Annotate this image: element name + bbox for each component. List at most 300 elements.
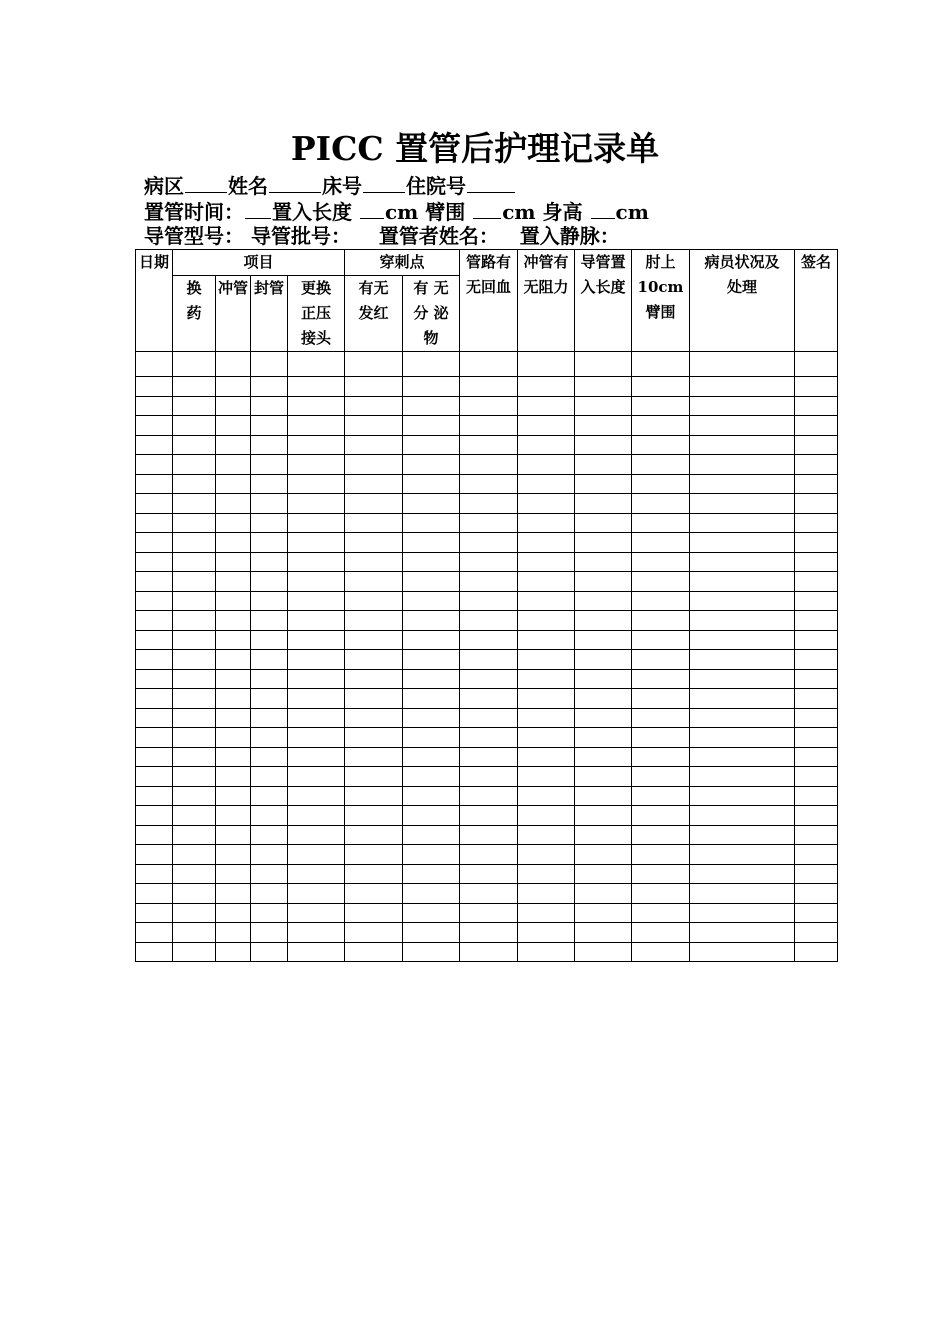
table-cell[interactable]	[173, 728, 216, 748]
table-cell[interactable]	[460, 786, 518, 806]
table-cell[interactable]	[403, 377, 460, 397]
table-cell[interactable]	[575, 396, 632, 416]
table-cell[interactable]	[460, 728, 518, 748]
table-cell[interactable]	[632, 825, 690, 845]
table-cell[interactable]	[345, 630, 403, 650]
table-cell[interactable]	[345, 864, 403, 884]
table-cell[interactable]	[575, 942, 632, 962]
table-cell[interactable]	[460, 611, 518, 631]
table-cell[interactable]	[345, 845, 403, 865]
table-cell[interactable]	[136, 533, 173, 553]
table-cell[interactable]	[345, 552, 403, 572]
table-cell[interactable]	[136, 513, 173, 533]
table-cell[interactable]	[136, 884, 173, 904]
table-cell[interactable]	[690, 689, 795, 709]
table-cell[interactable]	[690, 474, 795, 494]
table-cell[interactable]	[575, 864, 632, 884]
table-cell[interactable]	[345, 474, 403, 494]
table-cell[interactable]	[216, 786, 251, 806]
table-cell[interactable]	[173, 689, 216, 709]
table-cell[interactable]	[460, 864, 518, 884]
table-cell[interactable]	[632, 352, 690, 377]
admission-blank[interactable]	[467, 173, 515, 193]
table-cell[interactable]	[632, 767, 690, 787]
table-cell[interactable]	[575, 416, 632, 436]
table-cell[interactable]	[173, 650, 216, 670]
table-cell[interactable]	[575, 650, 632, 670]
table-cell[interactable]	[136, 352, 173, 377]
table-cell[interactable]	[251, 728, 288, 748]
table-cell[interactable]	[575, 513, 632, 533]
table-cell[interactable]	[690, 572, 795, 592]
table-cell[interactable]	[632, 942, 690, 962]
table-cell[interactable]	[795, 884, 838, 904]
table-cell[interactable]	[173, 396, 216, 416]
table-cell[interactable]	[690, 552, 795, 572]
table-cell[interactable]	[403, 435, 460, 455]
table-cell[interactable]	[251, 611, 288, 631]
table-cell[interactable]	[690, 650, 795, 670]
table-cell[interactable]	[632, 474, 690, 494]
table-cell[interactable]	[690, 942, 795, 962]
table-cell[interactable]	[288, 825, 345, 845]
table-cell[interactable]	[795, 689, 838, 709]
table-cell[interactable]	[216, 455, 251, 475]
table-cell[interactable]	[518, 630, 575, 650]
table-cell[interactable]	[632, 630, 690, 650]
table-cell[interactable]	[288, 377, 345, 397]
table-cell[interactable]	[575, 591, 632, 611]
table-cell[interactable]	[251, 455, 288, 475]
table-cell[interactable]	[575, 747, 632, 767]
table-cell[interactable]	[460, 923, 518, 943]
table-cell[interactable]	[288, 533, 345, 553]
table-cell[interactable]	[403, 747, 460, 767]
table-cell[interactable]	[136, 396, 173, 416]
table-cell[interactable]	[403, 474, 460, 494]
table-cell[interactable]	[632, 513, 690, 533]
table-cell[interactable]	[173, 767, 216, 787]
table-cell[interactable]	[575, 767, 632, 787]
table-cell[interactable]	[795, 630, 838, 650]
table-cell[interactable]	[345, 786, 403, 806]
table-cell[interactable]	[288, 942, 345, 962]
table-cell[interactable]	[460, 650, 518, 670]
table-cell[interactable]	[173, 903, 216, 923]
table-cell[interactable]	[795, 611, 838, 631]
arm-circ-blank[interactable]	[473, 199, 501, 219]
table-cell[interactable]	[460, 806, 518, 826]
table-cell[interactable]	[136, 650, 173, 670]
table-cell[interactable]	[173, 864, 216, 884]
table-cell[interactable]	[345, 513, 403, 533]
table-cell[interactable]	[403, 708, 460, 728]
table-cell[interactable]	[690, 923, 795, 943]
table-cell[interactable]	[403, 923, 460, 943]
table-cell[interactable]	[251, 591, 288, 611]
table-cell[interactable]	[690, 884, 795, 904]
table-cell[interactable]	[795, 533, 838, 553]
table-cell[interactable]	[403, 884, 460, 904]
table-cell[interactable]	[575, 884, 632, 904]
table-cell[interactable]	[403, 806, 460, 826]
table-cell[interactable]	[632, 669, 690, 689]
table-cell[interactable]	[136, 806, 173, 826]
table-cell[interactable]	[632, 552, 690, 572]
table-cell[interactable]	[575, 377, 632, 397]
table-cell[interactable]	[251, 689, 288, 709]
table-cell[interactable]	[690, 728, 795, 748]
table-cell[interactable]	[288, 884, 345, 904]
table-cell[interactable]	[518, 650, 575, 670]
table-cell[interactable]	[460, 416, 518, 436]
table-cell[interactable]	[632, 494, 690, 514]
table-cell[interactable]	[690, 455, 795, 475]
table-cell[interactable]	[216, 884, 251, 904]
table-cell[interactable]	[288, 513, 345, 533]
table-cell[interactable]	[136, 455, 173, 475]
table-cell[interactable]	[575, 611, 632, 631]
table-cell[interactable]	[345, 572, 403, 592]
table-cell[interactable]	[251, 352, 288, 377]
table-cell[interactable]	[795, 942, 838, 962]
table-cell[interactable]	[690, 416, 795, 436]
table-cell[interactable]	[288, 494, 345, 514]
table-cell[interactable]	[518, 435, 575, 455]
table-cell[interactable]	[345, 533, 403, 553]
table-cell[interactable]	[173, 455, 216, 475]
table-cell[interactable]	[632, 396, 690, 416]
table-cell[interactable]	[251, 669, 288, 689]
table-cell[interactable]	[216, 767, 251, 787]
table-cell[interactable]	[795, 864, 838, 884]
table-cell[interactable]	[632, 533, 690, 553]
table-cell[interactable]	[575, 494, 632, 514]
table-cell[interactable]	[632, 923, 690, 943]
table-cell[interactable]	[403, 845, 460, 865]
table-cell[interactable]	[345, 903, 403, 923]
table-cell[interactable]	[288, 396, 345, 416]
table-cell[interactable]	[216, 728, 251, 748]
table-cell[interactable]	[345, 416, 403, 436]
table-cell[interactable]	[216, 747, 251, 767]
table-cell[interactable]	[460, 533, 518, 553]
table-cell[interactable]	[575, 572, 632, 592]
table-cell[interactable]	[518, 396, 575, 416]
table-cell[interactable]	[216, 474, 251, 494]
table-cell[interactable]	[632, 611, 690, 631]
table-cell[interactable]	[403, 825, 460, 845]
table-cell[interactable]	[216, 513, 251, 533]
table-cell[interactable]	[288, 552, 345, 572]
table-cell[interactable]	[136, 377, 173, 397]
table-cell[interactable]	[690, 396, 795, 416]
table-cell[interactable]	[518, 611, 575, 631]
table-cell[interactable]	[518, 513, 575, 533]
table-cell[interactable]	[690, 708, 795, 728]
table-cell[interactable]	[575, 806, 632, 826]
table-cell[interactable]	[216, 416, 251, 436]
table-cell[interactable]	[518, 884, 575, 904]
table-cell[interactable]	[403, 864, 460, 884]
table-cell[interactable]	[345, 396, 403, 416]
table-cell[interactable]	[251, 377, 288, 397]
table-cell[interactable]	[795, 747, 838, 767]
table-cell[interactable]	[460, 747, 518, 767]
table-cell[interactable]	[403, 669, 460, 689]
table-cell[interactable]	[460, 352, 518, 377]
table-cell[interactable]	[403, 650, 460, 670]
table-cell[interactable]	[288, 708, 345, 728]
table-cell[interactable]	[690, 591, 795, 611]
table-cell[interactable]	[288, 435, 345, 455]
table-cell[interactable]	[795, 669, 838, 689]
cath-time-blank[interactable]	[245, 199, 271, 219]
name-blank[interactable]	[269, 173, 321, 193]
table-cell[interactable]	[690, 533, 795, 553]
table-cell[interactable]	[690, 352, 795, 377]
table-cell[interactable]	[518, 591, 575, 611]
table-cell[interactable]	[403, 728, 460, 748]
table-cell[interactable]	[632, 650, 690, 670]
table-cell[interactable]	[460, 708, 518, 728]
table-cell[interactable]	[575, 455, 632, 475]
table-cell[interactable]	[690, 513, 795, 533]
table-cell[interactable]	[251, 416, 288, 436]
table-cell[interactable]	[795, 552, 838, 572]
table-cell[interactable]	[288, 630, 345, 650]
table-cell[interactable]	[460, 474, 518, 494]
table-cell[interactable]	[690, 825, 795, 845]
table-cell[interactable]	[136, 942, 173, 962]
table-cell[interactable]	[795, 591, 838, 611]
table-cell[interactable]	[575, 728, 632, 748]
table-cell[interactable]	[345, 884, 403, 904]
table-cell[interactable]	[345, 611, 403, 631]
table-cell[interactable]	[518, 572, 575, 592]
table-cell[interactable]	[251, 708, 288, 728]
table-cell[interactable]	[173, 942, 216, 962]
table-cell[interactable]	[575, 552, 632, 572]
table-cell[interactable]	[460, 513, 518, 533]
table-cell[interactable]	[216, 903, 251, 923]
table-cell[interactable]	[460, 903, 518, 923]
table-cell[interactable]	[632, 806, 690, 826]
table-cell[interactable]	[288, 352, 345, 377]
table-cell[interactable]	[795, 377, 838, 397]
table-cell[interactable]	[690, 435, 795, 455]
table-cell[interactable]	[518, 689, 575, 709]
table-cell[interactable]	[632, 435, 690, 455]
table-cell[interactable]	[460, 942, 518, 962]
table-cell[interactable]	[136, 689, 173, 709]
table-cell[interactable]	[518, 767, 575, 787]
bed-blank[interactable]	[363, 173, 405, 193]
table-cell[interactable]	[251, 923, 288, 943]
table-cell[interactable]	[575, 845, 632, 865]
table-cell[interactable]	[795, 767, 838, 787]
table-cell[interactable]	[690, 494, 795, 514]
table-cell[interactable]	[216, 611, 251, 631]
table-cell[interactable]	[632, 416, 690, 436]
table-cell[interactable]	[518, 552, 575, 572]
table-cell[interactable]	[216, 435, 251, 455]
table-cell[interactable]	[403, 611, 460, 631]
table-cell[interactable]	[518, 845, 575, 865]
table-cell[interactable]	[575, 630, 632, 650]
table-cell[interactable]	[136, 864, 173, 884]
table-cell[interactable]	[345, 747, 403, 767]
table-cell[interactable]	[173, 806, 216, 826]
table-cell[interactable]	[173, 669, 216, 689]
table-cell[interactable]	[288, 747, 345, 767]
table-cell[interactable]	[460, 455, 518, 475]
table-cell[interactable]	[403, 591, 460, 611]
table-cell[interactable]	[288, 591, 345, 611]
table-cell[interactable]	[345, 689, 403, 709]
table-cell[interactable]	[575, 786, 632, 806]
table-cell[interactable]	[795, 435, 838, 455]
table-cell[interactable]	[632, 786, 690, 806]
table-cell[interactable]	[795, 728, 838, 748]
table-cell[interactable]	[795, 513, 838, 533]
table-cell[interactable]	[136, 552, 173, 572]
table-cell[interactable]	[795, 494, 838, 514]
table-cell[interactable]	[251, 864, 288, 884]
table-cell[interactable]	[288, 689, 345, 709]
table-cell[interactable]	[216, 923, 251, 943]
table-cell[interactable]	[460, 377, 518, 397]
table-cell[interactable]	[795, 786, 838, 806]
table-cell[interactable]	[251, 533, 288, 553]
table-cell[interactable]	[403, 572, 460, 592]
table-cell[interactable]	[173, 825, 216, 845]
table-cell[interactable]	[216, 942, 251, 962]
table-cell[interactable]	[345, 708, 403, 728]
table-cell[interactable]	[251, 494, 288, 514]
table-cell[interactable]	[795, 650, 838, 670]
table-cell[interactable]	[288, 903, 345, 923]
table-cell[interactable]	[690, 747, 795, 767]
table-cell[interactable]	[251, 630, 288, 650]
ward-blank[interactable]	[185, 173, 227, 193]
table-cell[interactable]	[795, 708, 838, 728]
table-cell[interactable]	[690, 611, 795, 631]
table-cell[interactable]	[251, 845, 288, 865]
table-cell[interactable]	[136, 474, 173, 494]
table-cell[interactable]	[460, 572, 518, 592]
table-cell[interactable]	[288, 611, 345, 631]
table-cell[interactable]	[403, 903, 460, 923]
table-cell[interactable]	[518, 923, 575, 943]
table-cell[interactable]	[795, 396, 838, 416]
table-cell[interactable]	[216, 689, 251, 709]
table-cell[interactable]	[795, 572, 838, 592]
table-cell[interactable]	[795, 825, 838, 845]
table-cell[interactable]	[251, 572, 288, 592]
table-cell[interactable]	[216, 669, 251, 689]
table-cell[interactable]	[136, 572, 173, 592]
table-cell[interactable]	[632, 591, 690, 611]
table-cell[interactable]	[632, 455, 690, 475]
table-cell[interactable]	[632, 864, 690, 884]
table-cell[interactable]	[173, 494, 216, 514]
table-cell[interactable]	[345, 728, 403, 748]
table-cell[interactable]	[518, 455, 575, 475]
table-cell[interactable]	[690, 845, 795, 865]
table-cell[interactable]	[345, 494, 403, 514]
table-cell[interactable]	[403, 494, 460, 514]
table-cell[interactable]	[136, 747, 173, 767]
table-cell[interactable]	[251, 474, 288, 494]
table-cell[interactable]	[518, 864, 575, 884]
table-cell[interactable]	[575, 825, 632, 845]
table-cell[interactable]	[216, 396, 251, 416]
table-cell[interactable]	[345, 435, 403, 455]
table-cell[interactable]	[690, 786, 795, 806]
table-cell[interactable]	[251, 552, 288, 572]
table-cell[interactable]	[288, 669, 345, 689]
table-cell[interactable]	[288, 767, 345, 787]
table-cell[interactable]	[136, 786, 173, 806]
table-cell[interactable]	[460, 825, 518, 845]
table-cell[interactable]	[690, 903, 795, 923]
table-cell[interactable]	[632, 689, 690, 709]
table-cell[interactable]	[136, 728, 173, 748]
table-cell[interactable]	[136, 708, 173, 728]
table-cell[interactable]	[632, 572, 690, 592]
table-cell[interactable]	[575, 474, 632, 494]
table-cell[interactable]	[460, 396, 518, 416]
table-cell[interactable]	[288, 806, 345, 826]
table-cell[interactable]	[173, 630, 216, 650]
table-cell[interactable]	[795, 455, 838, 475]
table-cell[interactable]	[403, 689, 460, 709]
table-cell[interactable]	[632, 708, 690, 728]
table-cell[interactable]	[345, 650, 403, 670]
table-cell[interactable]	[403, 352, 460, 377]
table-cell[interactable]	[518, 825, 575, 845]
table-cell[interactable]	[518, 806, 575, 826]
table-cell[interactable]	[632, 728, 690, 748]
table-cell[interactable]	[403, 455, 460, 475]
table-cell[interactable]	[216, 572, 251, 592]
table-cell[interactable]	[216, 650, 251, 670]
table-cell[interactable]	[216, 533, 251, 553]
table-cell[interactable]	[690, 767, 795, 787]
table-cell[interactable]	[518, 494, 575, 514]
insert-length-blank[interactable]	[360, 199, 384, 219]
table-cell[interactable]	[173, 747, 216, 767]
table-cell[interactable]	[136, 416, 173, 436]
table-cell[interactable]	[136, 669, 173, 689]
table-cell[interactable]	[216, 352, 251, 377]
table-cell[interactable]	[460, 845, 518, 865]
table-cell[interactable]	[216, 806, 251, 826]
table-cell[interactable]	[690, 669, 795, 689]
table-cell[interactable]	[136, 825, 173, 845]
table-cell[interactable]	[173, 786, 216, 806]
table-cell[interactable]	[136, 923, 173, 943]
table-cell[interactable]	[518, 728, 575, 748]
table-cell[interactable]	[518, 786, 575, 806]
table-cell[interactable]	[345, 377, 403, 397]
table-cell[interactable]	[460, 689, 518, 709]
table-cell[interactable]	[251, 903, 288, 923]
table-cell[interactable]	[460, 591, 518, 611]
table-cell[interactable]	[345, 767, 403, 787]
table-cell[interactable]	[216, 552, 251, 572]
